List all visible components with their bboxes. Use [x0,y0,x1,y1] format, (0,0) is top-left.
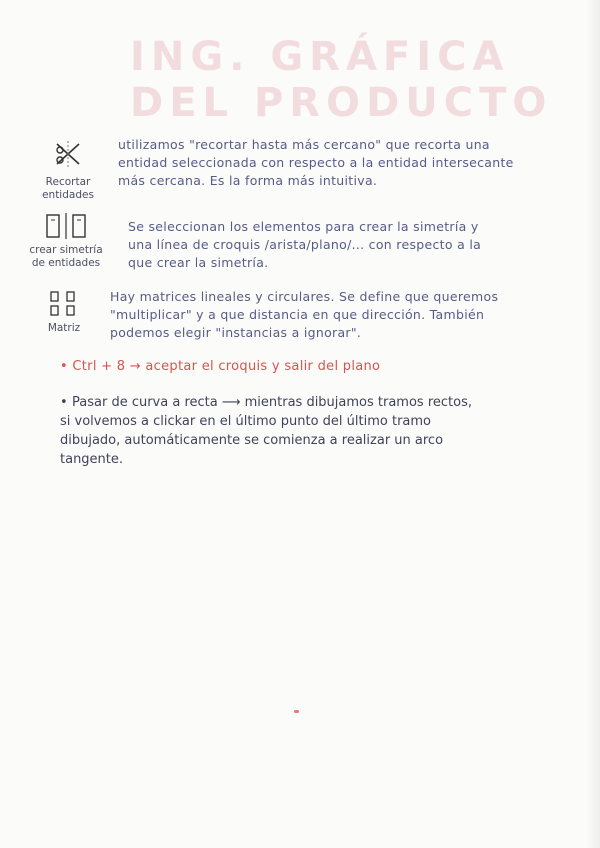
note-line: Se seleccionan los elementos para crear la simetría y [128,219,479,234]
shortcut-note: • Ctrl + 8 → aceptar el croquis y salir del plano [60,359,381,374]
bullet-line: tangente. [60,452,124,467]
pattern-icon [47,290,81,318]
bullet-line: si volvemos a clickar en el último punto del último tramo [60,414,432,429]
bullet-dot: • [60,395,68,410]
note-line: Hay matrices lineales y circulares. Se define que queremos [110,289,499,304]
note-line: una línea de croquis /arista/plano/... con respecto a la [128,237,482,252]
mirror-entities-caption: crear simetría de entidades [29,244,103,269]
scissors-icon [51,138,85,172]
ghost-title-line-2: DEL PRODUCTO [130,80,553,126]
pattern-caption: Matriz [47,322,81,334]
ghost-title-line-1: ING. GRÁFICA [130,34,510,80]
pattern-tool [24,290,104,335]
trim-entities-note [118,136,514,190]
curve-to-line-bullet [60,393,560,469]
trim-entities-caption: Recortar entidades [42,176,94,201]
page-edge-shadow [586,0,600,848]
note-line: más cercana. Es la forma más intuitiva. [118,173,378,188]
note-line: que crear la simetría. [128,255,269,270]
mirror-entities-note [128,218,481,272]
bleed-through-title [130,34,553,126]
mirror-icon [43,212,89,240]
ink-mark [294,710,299,713]
note-line: "multiplicar" y a que distancia en que dirección. También [110,307,485,322]
note-line: entidad seleccionada con respecto a la entidad intersecante [118,155,514,170]
note-line: podemos elegir "instancias a ignorar". [110,325,362,340]
bullet-line: dibujado, automáticamente se comienza a realizar un arco [60,433,444,448]
mirror-entities-tool [26,212,106,270]
trim-entities-tool [28,138,108,202]
pattern-note [110,288,498,342]
bullet-line: Pasar de curva a recta ⟶ mientras dibujamos tramos rectos, [72,395,472,410]
note-line: utilizamos "recortar hasta más cercano" que recorta una [118,137,490,152]
